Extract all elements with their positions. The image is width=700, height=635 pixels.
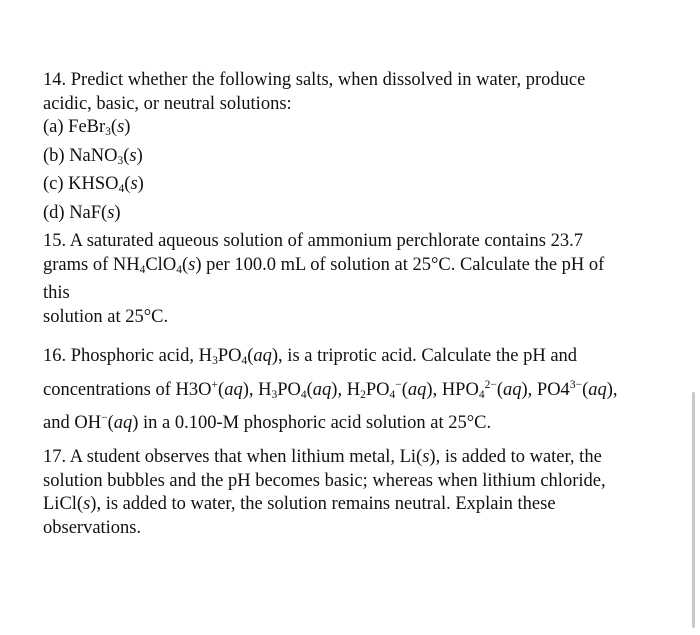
q17-line-1: 17. A student observes that when lithium metal, Li(s), is added to water, the xyxy=(43,447,602,467)
q15-line-1: 15. A saturated aqueous solution of ammonium perchlorate contains 23.7 xyxy=(43,231,583,251)
q15-line-3: this xyxy=(43,283,70,303)
question-15 xyxy=(43,230,683,329)
q16-line-1: 16. Phosphoric acid, $H_3PO_4(aq)$, is a triprotic acid. Calculate the pH and xyxy=(43,346,578,367)
q16-line-3: and OH−(aq) in a 0.100-M phosphoric acid solution at 25°C. xyxy=(43,412,492,433)
question-14 xyxy=(43,69,683,225)
q14-item-b: (b) NaNO$_3$(s) xyxy=(43,145,143,167)
question-17 xyxy=(43,446,683,540)
q15-line-4: solution at 25°C. xyxy=(43,306,169,327)
q17-line-3: LiCl(s), is added to water, the solution remains neutral. Explain these xyxy=(43,494,556,514)
q15-line-2: grams of $NH_4ClO_4(s)$ per 100.0 mL of solution at 25°C. Calculate the pH of xyxy=(43,254,605,276)
q17-line-4: observations. xyxy=(43,517,142,538)
q14-item-c: (c) $KHSO_4(s)$ xyxy=(43,174,144,195)
vertical-scrollbar[interactable] xyxy=(692,392,695,628)
question-16 xyxy=(43,345,683,436)
q14-item-a: (a) FeBr$_3$(s) xyxy=(43,117,131,138)
q14-line-2: acidic, basic, or neutral solutions: xyxy=(43,93,292,114)
q14-line-1: 14. Predict whether the following salts, when dissolved in water, produce xyxy=(43,70,586,90)
q16-line-2: concentrations of H3O+(aq), $H_3PO_4(aq)$, $H_2PO_4^-(aq)$, $HPO_4^{2-}(aq)$, $PO4^{3-}(aq)$, xyxy=(43,378,618,401)
q17-line-2: solution bubbles and the pH becomes basic; whereas when lithium chloride, xyxy=(43,470,606,491)
q14-item-d: (d) NaF(s) xyxy=(43,202,121,223)
